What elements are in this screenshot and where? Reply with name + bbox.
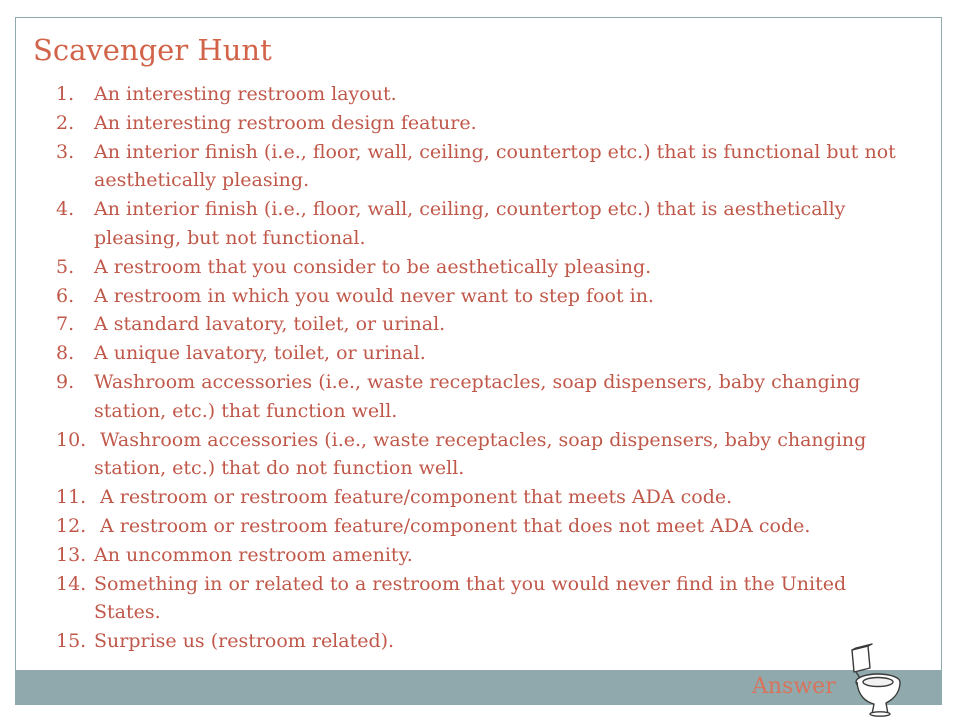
- list-item: [56, 483, 906, 512]
- item-text: A restroom in which you would never want to step foot in.: [94, 284, 654, 307]
- list-item: [56, 138, 906, 196]
- item-number: 1.: [56, 83, 75, 105]
- list-item: [56, 426, 906, 484]
- list-item: [56, 627, 906, 656]
- item-text: Something in or related to a restroom that you would never find in the United States.: [94, 572, 853, 624]
- item-number: 2.: [56, 111, 75, 134]
- list-item: [56, 253, 906, 282]
- list-item: [56, 310, 906, 339]
- answer-link[interactable]: Answer: [752, 674, 836, 699]
- item-text: A restroom or restroom feature/component that meets ADA code.: [94, 486, 733, 509]
- item-number: 10.: [56, 428, 87, 451]
- list-item: [56, 109, 906, 138]
- slide-title: Scavenger Hunt: [33, 33, 272, 67]
- item-number: 11.: [56, 486, 87, 509]
- item-number: 13.: [56, 543, 87, 566]
- item-text: Surprise us (restroom related).: [94, 630, 395, 653]
- item-text: Washroom accessories (i.e., waste receptacles, soap dispensers, baby changing station, etc.) that do not function well.: [94, 428, 873, 480]
- item-text: An interesting restroom layout.: [94, 83, 397, 105]
- list-item: [56, 512, 906, 541]
- scavenger-hunt-list: [56, 80, 906, 656]
- list-item: [56, 195, 906, 253]
- item-number: 6.: [56, 284, 75, 307]
- item-text: A restroom or restroom feature/component that does not meet ADA code.: [94, 514, 811, 537]
- item-number: 3.: [56, 140, 75, 163]
- item-number: 9.: [56, 370, 75, 393]
- list-item: [56, 339, 906, 368]
- list-item: [56, 80, 906, 109]
- item-text: A standard lavatory, toilet, or urinal.: [94, 313, 446, 336]
- item-text: An interior finish (i.e., floor, wall, ceiling, countertop etc.) that is aesthetically pleasing, but not functional.: [94, 198, 852, 249]
- item-number: 12.: [56, 514, 87, 537]
- list-item: [56, 368, 906, 426]
- item-number: 5.: [56, 255, 75, 278]
- toilet-icon[interactable]: [844, 642, 910, 718]
- item-text: An interior finish (i.e., floor, wall, ceiling, countertop etc.) that is functional but not aesthetically pleasing.: [94, 140, 902, 192]
- item-text: An uncommon restroom amenity.: [94, 543, 413, 566]
- item-number: 7.: [56, 313, 75, 336]
- item-number: 4.: [56, 198, 75, 221]
- item-text: A unique lavatory, toilet, or urinal.: [94, 342, 426, 365]
- item-text: Washroom accessories (i.e., waste receptacles, soap dispensers, baby changing station, etc.) that function well.: [94, 370, 867, 422]
- list-item: [56, 282, 906, 311]
- list-item: [56, 570, 906, 628]
- list-item: [56, 541, 906, 570]
- item-number: 15.: [56, 630, 87, 653]
- item-text: A restroom that you consider to be aesthetically pleasing.: [94, 255, 652, 278]
- item-number: 8.: [56, 342, 75, 365]
- item-number: 14.: [56, 572, 87, 595]
- item-text: An interesting restroom design feature.: [94, 111, 477, 134]
